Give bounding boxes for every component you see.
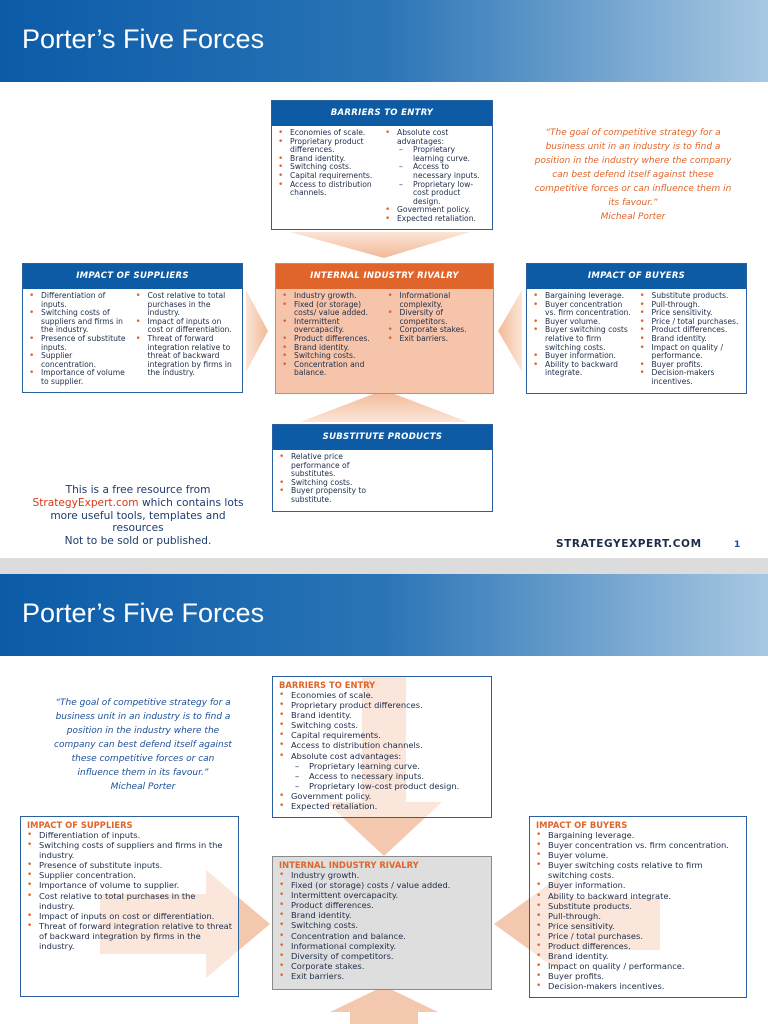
list-item: • Capital requirements.	[279, 730, 485, 740]
list-item: • Impact on quality / performance.	[640, 344, 741, 361]
list-item: • Supplier concentration.	[27, 870, 232, 880]
list-item: • Access to distribution channels.	[279, 740, 485, 750]
rivalry-header: INTERNAL INDUSTRY RIVALRY	[276, 264, 493, 289]
arrow-left	[498, 290, 522, 372]
list-item: • Switching costs of suppliers and firms in the industry.	[29, 309, 130, 335]
list-item: • Concentration and balance.	[282, 361, 382, 378]
rivalry-box	[275, 263, 494, 394]
list-item: • Fixed (or storage) costs / value added.	[279, 880, 485, 890]
list-item: • Supplier concentration.	[29, 352, 130, 369]
page-number: 1	[734, 540, 741, 550]
list-item: • Price sensitivity.	[536, 921, 740, 931]
list-item: • Product differences.	[279, 900, 485, 910]
list-item: • Impact of inputs on cost or differentiation.	[27, 911, 232, 921]
list-item: • Corporate stakes.	[388, 326, 488, 335]
list-item: • Buyer information.	[536, 880, 740, 890]
list-item: • Impact of inputs on cost or differentiation.	[136, 318, 237, 335]
list-item: • Brand identity.	[282, 344, 382, 353]
list-item: • Importance of volume to supplier.	[29, 369, 130, 386]
list-subitem: – Proprietary learning curve.	[279, 761, 485, 771]
list-item: • Fixed (or storage) costs/ value added.	[282, 301, 382, 318]
list-item: • Informational complexity.	[388, 292, 488, 309]
list-item: • Brand identity.	[279, 910, 485, 920]
buyers-header: IMPACT OF BUYERS	[536, 820, 628, 830]
list-item: • Corporate stakes.	[279, 961, 485, 971]
list-item: • Capital requirements.	[278, 172, 379, 181]
slide-separator	[0, 558, 768, 574]
list-item: • Expected retaliation.	[279, 801, 485, 811]
list-item: • Substitute products.	[536, 901, 740, 911]
buyers-box	[526, 263, 747, 394]
list-item: • Buyer profits.	[640, 361, 741, 370]
free-line-3: Not to be sold or published.	[64, 535, 212, 548]
quote-author: Micheal Porter	[600, 212, 666, 222]
porter-quote	[50, 696, 236, 794]
list-item: • Product differences.	[282, 335, 382, 344]
list-item: • Economies of scale.	[278, 129, 379, 138]
list-subitem: – Proprietary learning curve.	[385, 146, 486, 163]
list-item: • Brand identity.	[279, 710, 485, 720]
list-item: • Switching costs.	[279, 920, 485, 930]
list-item: • Economies of scale.	[279, 690, 485, 700]
arrow-down	[290, 232, 470, 258]
list-item: • Exit barriers.	[279, 971, 485, 981]
barriers-box	[272, 676, 492, 818]
list-item: • Threat of forward integration relative to threat of backward integration by firms in the industry.	[27, 921, 232, 951]
list-item: • Switching costs.	[282, 352, 382, 361]
list-item: • Price sensitivity.	[640, 309, 741, 318]
substitutes-box	[272, 424, 493, 512]
list-item: • Buyer concentration vs. firm concentration.	[533, 301, 634, 318]
list-item: • Concentration and balance.	[279, 931, 485, 941]
list-item: • Ability to backward integrate.	[536, 891, 740, 901]
suppliers-box	[22, 263, 243, 393]
barriers-header: BARRIERS TO ENTRY	[272, 101, 492, 126]
free-line-2: which contains lots more useful tools, templates and resources	[50, 496, 244, 535]
suppliers-header: IMPACT OF SUPPLIERS	[23, 264, 242, 289]
list-item: • Relative price performance of substitutes.	[279, 453, 375, 479]
list-item: • Price / total purchases.	[640, 318, 741, 327]
list-item: • Expected retaliation.	[385, 215, 486, 224]
list-item: • Brand identity.	[278, 155, 379, 164]
list-item: • Switching costs.	[278, 163, 379, 172]
list-item: • Presence of substitute inputs.	[27, 860, 232, 870]
list-item: • Buyer volume.	[533, 318, 634, 327]
list-item: • Diversity of competitors.	[279, 951, 485, 961]
rivalry-header: INTERNAL INDUSTRY RIVALRY	[279, 860, 419, 870]
list-item: • Absolute cost advantages:	[385, 129, 486, 146]
list-item: • Decision-makers incentives.	[536, 981, 740, 991]
quote-text: “The goal of competitive strategy for a business unit in an industry is to find a position in the industry where the company can best defend itself against these competitive forces or can influence them in its favour.”	[54, 698, 232, 778]
free-line-1: This is a free resource from	[65, 484, 211, 496]
substitutes-header: SUBSTITUTE PRODUCTS	[273, 425, 492, 450]
list-item: • Product differences.	[536, 941, 740, 951]
list-item: • Diversity of competitors.	[388, 309, 488, 326]
list-item: • Ability to backward integrate.	[533, 361, 634, 378]
list-item: • Brand identity.	[536, 951, 740, 961]
list-item: • Presence of substitute inputs.	[29, 335, 130, 352]
list-item: • Informational complexity.	[279, 941, 485, 951]
arrow-right	[246, 290, 268, 372]
arrow-up	[300, 390, 468, 422]
list-item: • Price / total purchases.	[536, 931, 740, 941]
list-subitem: – Access to necessary inputs.	[279, 771, 485, 781]
list-item: • Proprietary product differences.	[278, 138, 379, 155]
quote-text: “The goal of competitive strategy for a business unit in an industry is to find a position in the industry where the company can best defend itself against these competitive forces or can influence them in its favour.”	[534, 128, 732, 208]
list-item: • Differentiation of inputs.	[29, 292, 130, 309]
list-subitem: – Proprietary low-cost product design.	[279, 781, 485, 791]
list-item: • Importance of volume to supplier.	[27, 880, 232, 890]
suppliers-header: IMPACT OF SUPPLIERS	[27, 820, 133, 830]
list-item: • Buyer switching costs relative to firm switching costs.	[533, 326, 634, 352]
list-subitem: – Proprietary low-cost product design.	[385, 181, 486, 207]
slide-title: Porter’s Five Forces	[22, 24, 265, 54]
buyers-box	[529, 816, 747, 998]
porter-quote	[528, 126, 738, 224]
list-item: • Bargaining leverage.	[536, 830, 740, 840]
list-item: • Cost relative to total purchases in the industry.	[27, 891, 232, 911]
list-item: • Industry growth.	[282, 292, 382, 301]
list-item: • Cost relative to total purchases in the industry.	[136, 292, 237, 318]
list-item: • Switching costs.	[279, 720, 485, 730]
list-item: • Buyer volume.	[536, 850, 740, 860]
list-item: • Exit barriers.	[388, 335, 488, 344]
list-item: • Industry growth.	[279, 870, 485, 880]
list-item: • Brand identity.	[640, 335, 741, 344]
buyers-header: IMPACT OF BUYERS	[527, 264, 746, 289]
quote-author: Micheal Porter	[110, 782, 176, 792]
list-item: • Product differences.	[640, 326, 741, 335]
list-subitem: – Access to necessary inputs.	[385, 163, 486, 180]
list-item: • Buyer information.	[533, 352, 634, 361]
list-item: • Buyer propensity to substitute.	[279, 487, 375, 504]
list-item: • Differentiation of inputs.	[27, 830, 232, 840]
strategyexpert-link[interactable]: StrategyExpert.com	[32, 496, 139, 509]
list-item: • Bargaining leverage.	[533, 292, 634, 301]
list-item: • Government policy.	[279, 791, 485, 801]
list-item: • Access to distribution channels.	[278, 181, 379, 198]
list-item: • Substitute products.	[640, 292, 741, 301]
list-item: • Switching costs.	[279, 479, 375, 488]
barriers-box	[271, 100, 493, 230]
list-item: • Government policy.	[385, 206, 486, 215]
slide-title: Porter’s Five Forces	[22, 598, 265, 628]
list-item: • Buyer switching costs relative to firm switching costs.	[536, 860, 740, 880]
list-item: • Absolute cost advantages:	[279, 751, 485, 761]
list-item: • Decision-makers incentives.	[640, 369, 741, 386]
list-item: • Pull-through.	[536, 911, 740, 921]
list-item: • Proprietary product differences.	[279, 700, 485, 710]
rivalry-box	[272, 856, 492, 990]
list-item: • Buyer concentration vs. firm concentration.	[536, 840, 740, 850]
free-resource-note	[28, 484, 248, 548]
list-item: • Switching costs of suppliers and firms in the industry.	[27, 840, 232, 860]
arrow-up	[330, 986, 438, 1024]
list-item: • Intermittent overcapacity.	[279, 890, 485, 900]
barriers-header: BARRIERS TO ENTRY	[279, 680, 376, 690]
list-item: • Threat of forward integration relative to threat of backward integration by firms in the industry.	[136, 335, 237, 378]
slide-2	[0, 574, 768, 1024]
list-item: • Pull-through.	[640, 301, 741, 310]
list-item: • Impact on quality / performance.	[536, 961, 740, 971]
brand-name: STRATEGYEXPERT.COM	[556, 538, 702, 550]
suppliers-box	[20, 816, 239, 997]
list-item: • Intermittent overcapacity.	[282, 318, 382, 335]
list-item: • Buyer profits.	[536, 971, 740, 981]
